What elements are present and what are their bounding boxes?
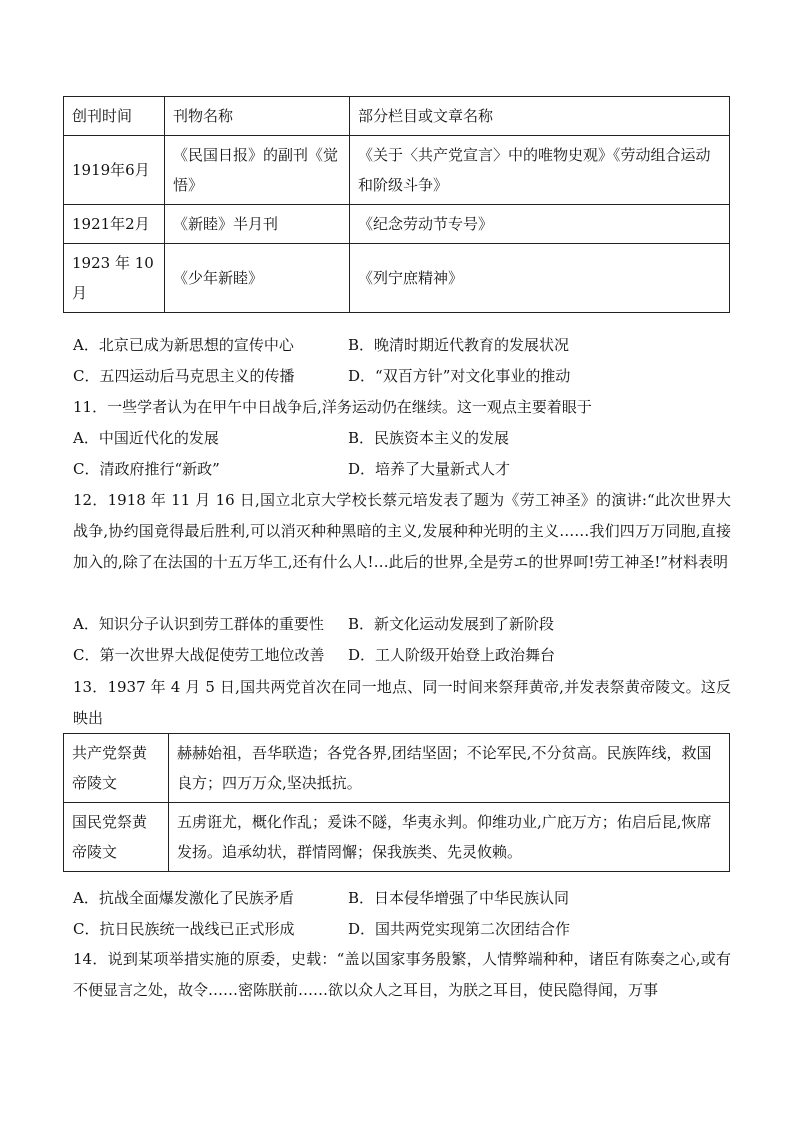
- table-header-cell: 创刊时间: [64, 97, 165, 136]
- table-row: [64, 205, 730, 244]
- question-13-stem: 13．1937 年 4 月 5 日,国共两党首次在同一地点、同一时间来祭拜黄帝,并发表祭黄帝陵文。这反映出: [73, 678, 731, 727]
- table-cell: 《纪念劳动节专号》: [350, 205, 730, 244]
- option-b: B．日本侵华增强了中华民族认同: [348, 889, 570, 907]
- option-d: D．工人阶级开始登上政治舞台: [348, 646, 556, 664]
- table-cell: 《关于〈共产党宣言〉中的唯物史观》《劳动组合运动和阶级斗争》: [350, 136, 730, 205]
- question-12-stem: 12．1918 年 11 月 16 日,国立北京大学校长蔡元培发表了题为《劳工神圣》的演讲:“此次世界大战争,协约国竟得最后胜利,可以消灭种种黑暗的主义,发展种种光明的主义……我们四万万同胞,直接加入的,除了在法国的十五万华工,还有什么人!…此后的世界,全是劳エ的世界呵!劳工神圣!”材料表明: [73, 491, 731, 571]
- table-row: [64, 734, 730, 803]
- table-cell: 《民国日报》的副刊《觉悟》: [165, 136, 350, 205]
- table-header-row: [64, 97, 730, 136]
- table-cell: 1921年2月: [64, 205, 165, 244]
- table-cell: 《列宁庶精神》: [350, 244, 730, 313]
- table-cell: 1923 年 10 月: [64, 244, 165, 313]
- option-d: D．培养了大量新式人才: [348, 460, 511, 478]
- option-b: B．晚清时期近代教育的发展状况: [348, 336, 570, 354]
- table-cell: 《新睦》半月刊: [165, 205, 350, 244]
- table-row: [64, 244, 730, 313]
- table-cell: 1919年6月: [64, 136, 165, 205]
- question-14-stem: 14．说到某项举措实施的原委，史载：“盖以国家事务殷繁，人情弊端种种，诸臣有陈奏之心,或有不便显言之处，故令……密陈朕前……欲以众人之耳目，为朕之耳目，使民隐得闻，万事: [73, 950, 731, 999]
- table-cell: 五虏诳尤，概化作乱；爰诛不隧，华夷永判。仰维功业,广庇万方；佑启后昆,恢席发扬。追承幼状，群情罔懈；保我族类、先灵攸赖。: [169, 803, 730, 872]
- option-d: D．国共两党实现第二次团结合作: [348, 920, 571, 938]
- periodicals-table: [63, 96, 730, 313]
- option-a: A．抗战全面爆发激化了民族矛盾: [73, 889, 294, 907]
- option-c: C．清政府推行“新政”: [73, 460, 220, 478]
- option-a: A．北京已成为新思想的宣传中心: [73, 336, 294, 354]
- question-11-stem: 11．一些学者认为在甲午中日战争后,洋务运动仍在继续。这一观点主要着眼于: [73, 398, 592, 416]
- option-d: D．“双百方针”对文化事业的推动: [348, 367, 571, 385]
- option-b: B．民族资本主义的发展: [348, 429, 510, 447]
- table-cell: 共产党祭黄帝陵文: [64, 734, 169, 803]
- table-row: [64, 803, 730, 872]
- option-c: C．五四运动后马克思主义的传播: [73, 367, 295, 385]
- option-c: C．第一次世界大战促使劳工地位改善: [73, 646, 325, 664]
- table-cell: 国民党祭黄帝陵文: [64, 803, 169, 872]
- eulogy-table: [63, 733, 730, 872]
- table-header-cell: 部分栏目或文章名称: [350, 97, 730, 136]
- table-cell: 《少年新睦》: [165, 244, 350, 313]
- option-b: B．新文化运动发展到了新阶段: [348, 615, 555, 633]
- table-header-cell: 刊物名称: [165, 97, 350, 136]
- option-a: A．知识分子认识到劳工群体的重要性: [73, 615, 324, 633]
- option-c: C．抗日民族统一战线已正式形成: [73, 920, 295, 938]
- table-row: [64, 136, 730, 205]
- option-a: A．中国近代化的发展: [73, 429, 219, 447]
- table-cell: 赫赫始祖，吾华联造；各党各界,团结坚固；不论军民,不分贫高。民族阵线，救国良方；四万万众,坚决抵抗。: [169, 734, 730, 803]
